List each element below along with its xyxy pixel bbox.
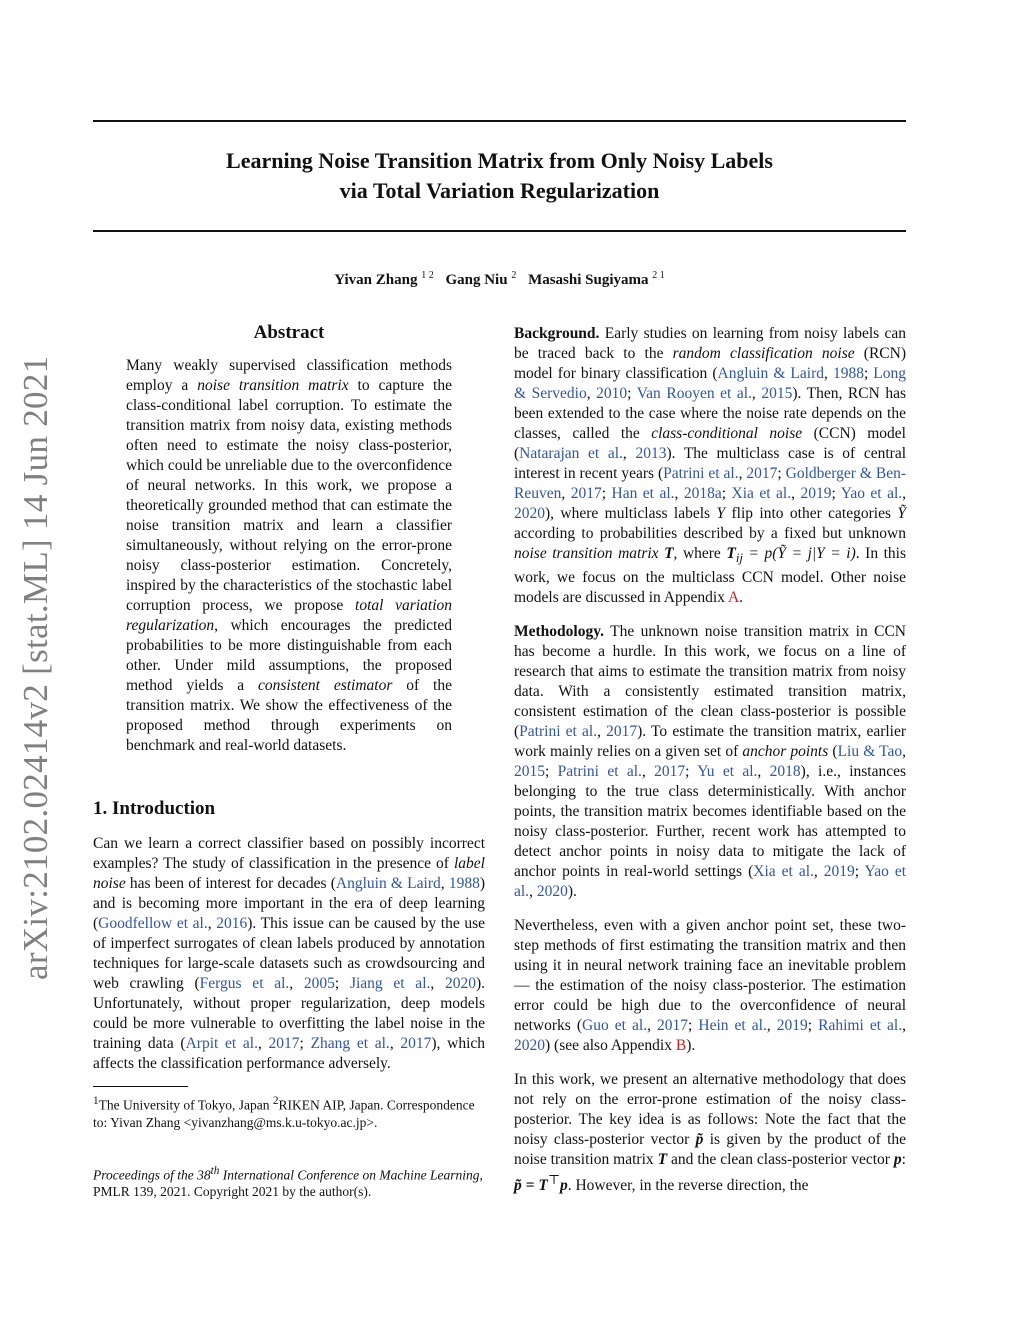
right-column [514,324,906,1196]
citation-link[interactable]: Liu & Tao [837,743,903,761]
nevertheless-paragraph: Nevertheless, even with a given anchor point set, these two-step methods of first estimating the transition matrix and then using it in neural network training face an inevitable problem — the estimation of the noisy class-posterior. The estimation error could be high due to the overconfidence of neural networks (Guo et al., 2017; Hein et al., 2019; Rahimi et al., 2020) (see also Appendix B). [514,917,906,1055]
citation-link[interactable]: 2020 [514,505,545,522]
citation-link[interactable]: 2017 [654,763,686,781]
bottom-rule [93,230,906,232]
citation-link[interactable]: Angluin & Laird [717,365,825,382]
citation-link[interactable]: 2017 [400,1035,432,1052]
citation-link[interactable]: Han et al. [611,485,675,502]
citation-link[interactable]: 2010 [596,385,628,402]
citation-link[interactable]: Fergus et al. [199,975,290,992]
citation-link[interactable]: 2015 [514,763,545,781]
citation-link[interactable]: 2019 [800,485,832,502]
author-list [93,266,906,290]
background-paragraph: Background. Early studies on learning from noisy labels can be traced back to the random classification noise (RCN) model for binary classification (Angluin & Laird, 1988; Long & Servedio, 2010; Van Rooyen et al., 2015). Then, RCN has been extended to the case where the noise rate depends on the classes, called the class-conditional noise (CCN) model (Natarajan et al., 2013). The multiclass case is of central interest in recent years (Patrini et al., 2017; Goldberger & Ben-Reuven, 2017; Han et al., 2018a; Xia et al., 2019; Yao et al., 2020), where multiclass labels Y flip into other categories Ỹ according to probabilities described by a fixed but unknown noise transition matrix T, where $T_{ij}$ = p(Ỹ = j|Y = i). In this work, we focus on the multiclass CCN model. Other noise models are discussed in Appendix A. [514,325,907,607]
top-rule [93,120,906,122]
footnote-rule [93,1086,188,1087]
proceedings-note: Proceedings of the 38th International Conference on Machine Learning, PMLR 139, 2021. Copyright 2021 by the author(s). [93,1164,483,1199]
citation-link[interactable]: Goldberger & Ben-Reuven [514,465,907,502]
citation-link[interactable]: Rahimi et al. [818,1017,903,1035]
citation-link[interactable]: 2020 [536,883,568,901]
citation-link[interactable]: Arpit et al. [185,1035,258,1052]
citation-link[interactable]: 2018 [769,763,801,781]
appendix-link[interactable]: B [675,1037,687,1055]
citation-link[interactable]: 1988 [832,365,864,382]
citation-link[interactable]: 2017 [746,465,778,482]
abstract-heading: Abstract [253,322,325,343]
citation-link[interactable]: 2019 [776,1017,808,1035]
citation-link[interactable]: Patrini et al. [663,465,739,482]
citation-link[interactable]: Goodfellow et al. [98,915,208,932]
citation-link[interactable]: Natarajan et al. [519,445,623,462]
abstract-text: Many weakly supervised classification methods employ a noise transition matrix to capture the class-conditional label corruption. To estimate the transition matrix from noisy data, existing methods often need to estimate the noisy class-posterior, which could be unreliable due to the overconfidence of neural networks. In this work, we propose a theoretically grounded method that can estimate the noise transition matrix and learn a classifier simultaneously, without relying on the error-prone noisy class-posterior estimation. Concretely, inspired by the characteristics of the stochastic label corruption process, we propose total variation regularization, which encourages the predicted probabilities to be more distinguishable from each other. Under mild assumptions, the proposed method yields a consistent estimator of the transition matrix. We show the effectiveness of the proposed method through experiments on benchmark and real-world datasets. [126,357,452,754]
citation-link[interactable]: Hein et al. [698,1017,767,1035]
citation-link[interactable]: Angluin & Laird [335,875,441,892]
citation-link[interactable]: Yao et al. [840,485,903,502]
citation-link[interactable]: Patrini et al. [557,763,642,781]
affiliation-footnote: $^1$The University of Tokyo, Japan $^2$RIKEN AIP, Japan. Correspondence to: Yivan Zhang <yivanzhang@ms.k.u-tokyo.ac.jp>. [93,1095,475,1130]
citation-link[interactable]: Patrini et al. [519,723,598,741]
citation-link[interactable]: 2015 [761,385,793,402]
citation-link[interactable]: Yu et al. [697,763,758,781]
citation-link[interactable]: 2016 [216,915,248,932]
citation-link[interactable]: Jiang et al. [349,975,431,992]
author: Yivan Zhang $^{1 2}$ [334,270,434,288]
arxiv-watermark: arXiv:2102.02414v2 [stat.ML] 14 Jun 2021 [16,355,55,980]
citation-link[interactable]: Guo et al. [582,1017,648,1035]
citation-link[interactable]: Xia et al. [753,863,814,881]
citation-link[interactable]: 2017 [570,485,602,502]
citation-link[interactable]: 2017 [268,1035,300,1052]
citation-link[interactable]: 2020 [444,975,476,992]
citation-link[interactable]: Xia et al. [731,485,792,502]
citation-link[interactable]: Zhang et al. [310,1035,390,1052]
intro-paragraph: Can we learn a correct classifier based on possibly incorrect examples? The study of classification in the presence of label noise has been of interest for decades (Angluin & Laird, 1988) and is becoming more important in the era of deep learning (Goodfellow et al., 2016). This issue can be caused by the use of imperfect surrogates of clean labels produced by annotation techniques for large-scale datasets such as crowdsourcing and web crawling (Fergus et al., 2005; Jiang et al., 2020). Unfortunately, without proper regularization, deep models could be more vulnerable to overfitting the label noise in the training data (Arpit et al., 2017; Zhang et al., 2017), which affects the classification performance adversely. [93,835,486,1072]
citation-link[interactable]: 2019 [823,863,855,881]
section-heading-introduction: 1. Introduction [93,798,216,819]
author: Gang Niu $^2$ [445,270,517,288]
citation-link[interactable]: Yao et al. [514,863,907,901]
appendix-link[interactable]: A [727,589,740,607]
citation-link[interactable]: Van Rooyen et al. [636,385,752,402]
citation-link[interactable]: 2020 [514,1037,545,1055]
in-this-work-paragraph: In this work, we present an alternative methodology that does not rely on the error-prone estimation of the noisy class-posterior. The key idea is as follows: Note the fact that the noisy class-posterior vector p̃ is given by the product of the noise transition matrix T and the clean class-posterior vector p: p̃ = T⊤p. However, in the reverse direction, the [514,1071,906,1195]
paper-title: Learning Noise Transition Matrix from Only Noisy Labels via Total Variation Regularization [226,148,773,203]
citation-link[interactable]: 2013 [635,445,667,462]
citation-link[interactable]: 2017 [606,723,638,741]
citation-link[interactable]: 1988 [448,875,480,892]
methodology-paragraph: Methodology. The unknown noise transition matrix in CCN has become a hurdle. In this work, we focus on a line of research that aims to estimate the transition matrix from noisy data. With a consistently estimated transition matrix, consistent estimation of the clean class-posterior is possible (Patrini et al., 2017). To estimate the transition matrix, earlier work mainly relies on a given set of anchor points (Liu & Tao, 2015; Patrini et al., 2017; Yu et al., 2018), i.e., instances belonging to the true class deterministically. With anchor points, the transition matrix becomes identifiable based on the noisy class-posterior. Further, recent work has attempted to detect anchor points in noisy data to mitigate the lack of anchor points in real-world settings (Xia et al., 2019; Yao et al., 2020). [514,623,907,901]
left-column [93,322,485,1200]
citation-link[interactable]: Long & Servedio [514,365,906,402]
citation-link[interactable]: 2005 [303,975,335,992]
author: Masashi Sugiyama $^{2 1}$ [528,270,665,288]
citation-link[interactable]: 2018a [683,485,722,502]
citation-link[interactable]: 2017 [657,1017,689,1035]
